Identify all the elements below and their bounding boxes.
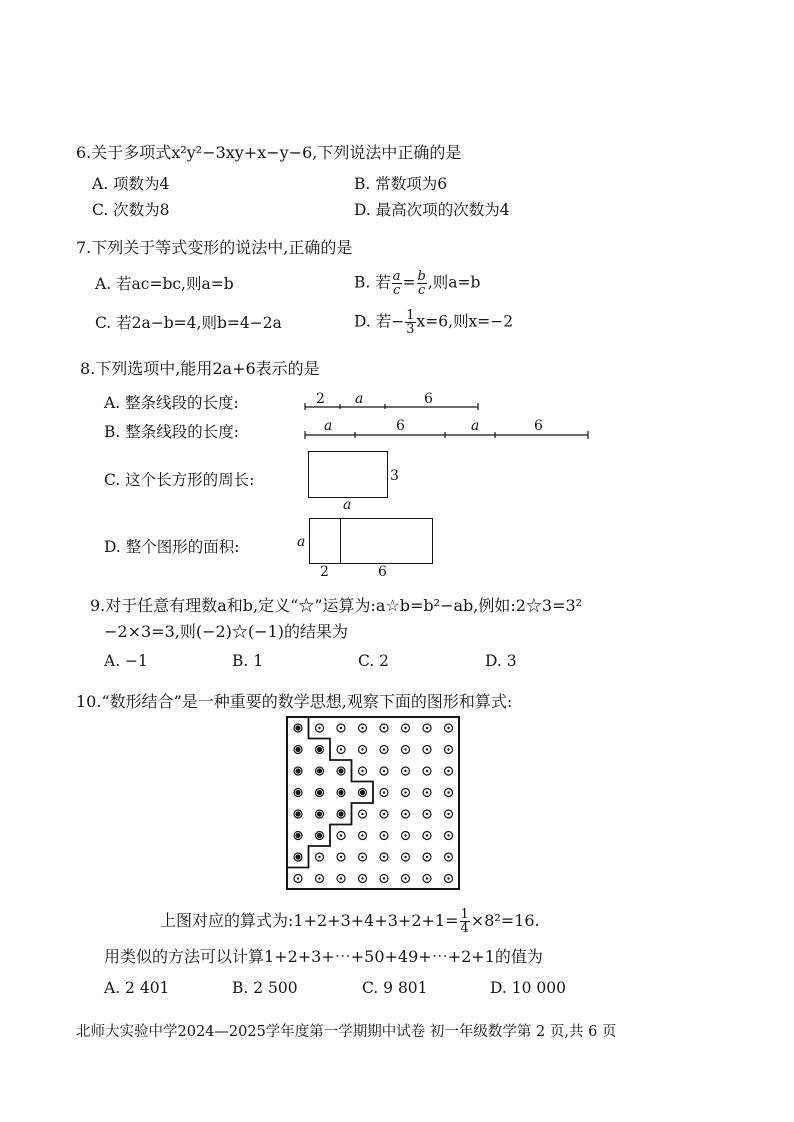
q7-option-d [354,309,513,339]
q7-d-num: 1 [406,308,415,323]
q10-formula-prefix: 上图对应的算式为:1+2+3+4+3+2+1= [160,911,459,930]
q7-stem: 7.下列关于等式变形的说法中,正确的是 [76,238,353,257]
q6-stem: 6.关于多项式x²y²−3xy+x−y−6,下列说法中正确的是 [76,143,462,162]
q7-b-den2: c [418,283,426,298]
grid-dot-center [297,877,299,879]
grid-dot-center [447,791,449,793]
q8-option-b: B. 整条线段的长度: [104,423,239,441]
q8d-left-label: a [297,534,306,550]
q8b-label-a2: a [471,418,480,434]
q6-option-d: D. 最高次项的次数为4 [354,201,510,219]
q7-b-num1: a [392,269,401,284]
grid-dot-center [338,768,343,773]
grid-dot-center [295,747,300,752]
q9-option-c: C. 2 [358,652,390,670]
q10-formula-fraction [460,908,470,935]
grid-dot-center [318,727,320,729]
grid-dot-center [295,725,300,730]
grid-dot-center [447,834,449,836]
q10-formula-den: 4 [460,921,469,936]
q8c-side-label: 3 [390,468,399,484]
grid-dot-center [361,813,363,815]
q8d-bottom-label-6: 6 [378,564,387,580]
grid-dot-center [447,856,449,858]
grid-dot-center [426,727,428,729]
grid-dot-center [361,727,363,729]
q8-option-d: D. 整个图形的面积: [104,538,240,556]
q6-option-a: A. 项数为4 [92,175,170,193]
grid-dot-center [426,834,428,836]
q10-dot-grid-figure [280,710,470,900]
grid-dot-center [340,877,342,879]
grid-dot-center [317,790,322,795]
q7-option-c: C. 若2a−b=4,则b=4−2a [95,314,282,332]
grid-dot-center [383,748,385,750]
q7-d-fraction [405,309,415,336]
q7-b-num2: b [417,269,426,284]
q7-b-fraction-2 [417,270,427,297]
grid-dot-center [318,877,320,879]
q9-stem: 9.对于任意有理数a和b,定义“☆”运算为:a☆b=b²−ab,例如:2☆3=3² [90,596,583,615]
q8d-rectangle [309,518,433,564]
grid-dot-center [404,748,406,750]
grid-dot-center [361,770,363,772]
grid-dot-center [404,791,406,793]
grid-dot-center [383,813,385,815]
grid-dot-center [426,856,428,858]
grid-dot-center [295,833,300,838]
q10-option-a: A. 2 401 [104,979,170,997]
q8-option-c: C. 这个长方形的周长: [104,471,255,489]
q9-stem-cont: −2×3=3,则(−2)☆(−1)的结果为 [104,622,348,641]
grid-dot-center [404,727,406,729]
q7-b-den1: c [392,283,401,298]
grid-dot-center [340,748,342,750]
grid-dot-center [383,791,385,793]
q8c-rectangle [308,451,388,498]
q10-line2: 用类似的方法可以计算1+2+3+⋯+50+49+⋯+2+1的值为 [104,947,543,966]
grid-dot-center [383,877,385,879]
grid-dot-center [404,856,406,858]
q8b-segment-figure [300,424,595,444]
q10-option-d: D. 10 000 [490,979,566,997]
q10-formula [160,908,540,944]
grid-dot-center [338,790,343,795]
grid-dot-center [426,770,428,772]
q10-formula-suffix: ×8²=16. [470,911,540,930]
q8d-divider [340,519,341,563]
grid-dot-center [426,791,428,793]
q8a-label-6: 6 [424,391,433,407]
q8-stem: 8.下列选项中,能用2a+6表示的是 [80,359,320,378]
grid-dot-center [318,856,320,858]
q6-option-c: C. 次数为8 [92,201,170,219]
q8a-label-2: 2 [316,391,325,407]
q7-b-prefix: B. 若 [354,273,391,292]
grid-dot-center [447,770,449,772]
q8d-bottom-label-2: 2 [320,564,329,580]
q8c-bottom-label: a [343,497,352,513]
grid-dot-center [340,834,342,836]
grid-dot-center [317,811,322,816]
q7-b-equals: = [402,273,416,292]
grid-dot-center [383,770,385,772]
grid-dot-center [383,834,385,836]
q6-option-b: B. 常数项为6 [354,175,448,193]
q10-option-c: C. 9 801 [362,979,428,997]
grid-dot-center [404,877,406,879]
q7-d-suffix: x=6,则x=−2 [416,312,514,331]
grid-dot-center [404,770,406,772]
q7-option-b [354,270,480,300]
q10-formula-num: 1 [460,907,469,922]
grid-dot-center [340,727,342,729]
grid-dot-center [338,811,343,816]
q8-option-a: A. 整条线段的长度: [104,394,239,412]
q8b-label-6a: 6 [396,418,405,434]
grid-dot-center [361,877,363,879]
q8a-segment-figure [300,395,485,415]
q8b-label-a1: a [324,418,333,434]
q7-d-den: 3 [406,322,415,337]
page-footer: 北师大实验中学2024—2025学年度第一学期期中试卷 初一年级数学第 2 页,共 6 页 [76,1024,617,1040]
grid-dot-center [426,877,428,879]
grid-dot-center [317,747,322,752]
q10-option-b: B. 2 500 [232,979,298,997]
grid-dot-center [295,768,300,773]
q9-option-a: A. −1 [104,652,148,670]
grid-dot-center [361,834,363,836]
grid-dot-center [317,833,322,838]
q8b-label-6b: 6 [534,418,543,434]
grid-dot-center [383,727,385,729]
grid-dot-center [426,813,428,815]
grid-dot-center [295,790,300,795]
q7-d-prefix: D. 若− [354,312,405,331]
q7-b-fraction-1 [392,270,402,297]
q8a-label-a: a [355,391,364,407]
grid-dot-center [360,790,365,795]
grid-dot-center [447,727,449,729]
grid-dot-center [447,813,449,815]
grid-dot-center [404,834,406,836]
grid-dot-center [340,856,342,858]
q7-b-suffix: ,则a=b [427,273,481,292]
grid-dot-center [295,811,300,816]
grid-dot-center [383,856,385,858]
grid-dot-center [447,748,449,750]
q9-option-d: D. 3 [485,652,517,670]
grid-dot-center [404,813,406,815]
grid-dot-center [447,877,449,879]
q9-option-b: B. 1 [232,652,264,670]
grid-dot-center [295,854,300,859]
q7-option-a: A. 若ac=bc,则a=b [95,275,234,293]
q10-stem: 10.“数形结合”是一种重要的数学思想,观察下面的图形和算式: [76,692,513,711]
grid-dot-center [361,856,363,858]
grid-dot-center [361,748,363,750]
grid-dot-center [317,768,322,773]
grid-dot-center [426,748,428,750]
